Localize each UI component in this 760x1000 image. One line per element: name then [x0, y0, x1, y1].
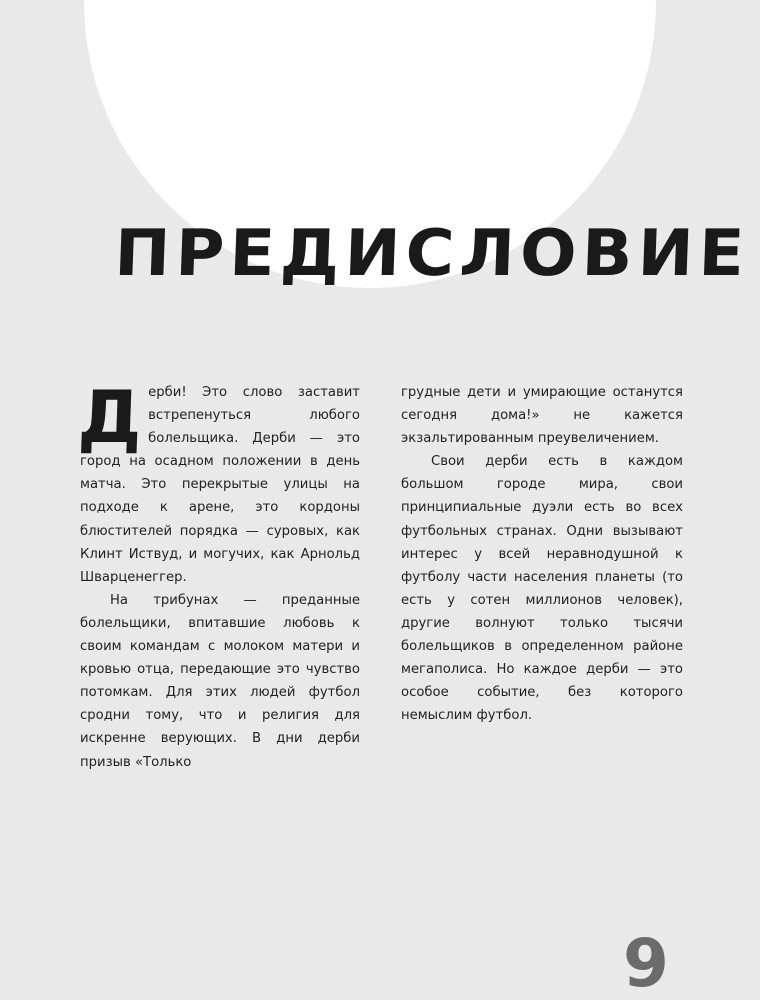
drop-cap: Д: [76, 375, 144, 459]
page-number: 9: [623, 925, 669, 1000]
paragraph-continued: грудные дети и умирающие останутся сегодня дома!» не кажется экзальтированным преувеличением.: [401, 385, 683, 447]
paragraph-1: ерби! Это слово заставит встрепенуться любого болельщика. Дерби — это город на осадном положении в день матча. Это перекрытые улицы на подходе к арене, это кордоны блюстителей порядка — суровых, как Клинт Иствуд, и могучих, как Арнольд Шварценеггер.: [80, 385, 360, 585]
left-column: [76, 375, 360, 774]
right-column: [401, 381, 683, 727]
chapter-title: ПРЕДИСЛОВИЕ: [113, 217, 751, 291]
paragraph-2: На трибунах — преданные болельщики, впитавшие любовь к своим командам с молоком матери и кровью отца, передающие это чувство потомкам. Для этих людей футбол сродни тому, что и религия для искренне верующих. В дни дерби призыв «Только: [80, 592, 360, 770]
paragraph-3: Свои дерби есть в каждом большом городе мира, свои принципиальные дуэли есть во всех футбольных странах. Одни вызывают интерес у всей неравнодушной к футболу части населения планеты (то есть у сотен миллионов человек), другие волнуют только тысячи болельщиков в определенном районе мегаполиса. Но каждое дерби — это особое событие, без которого немыслим футбол.: [401, 454, 683, 724]
